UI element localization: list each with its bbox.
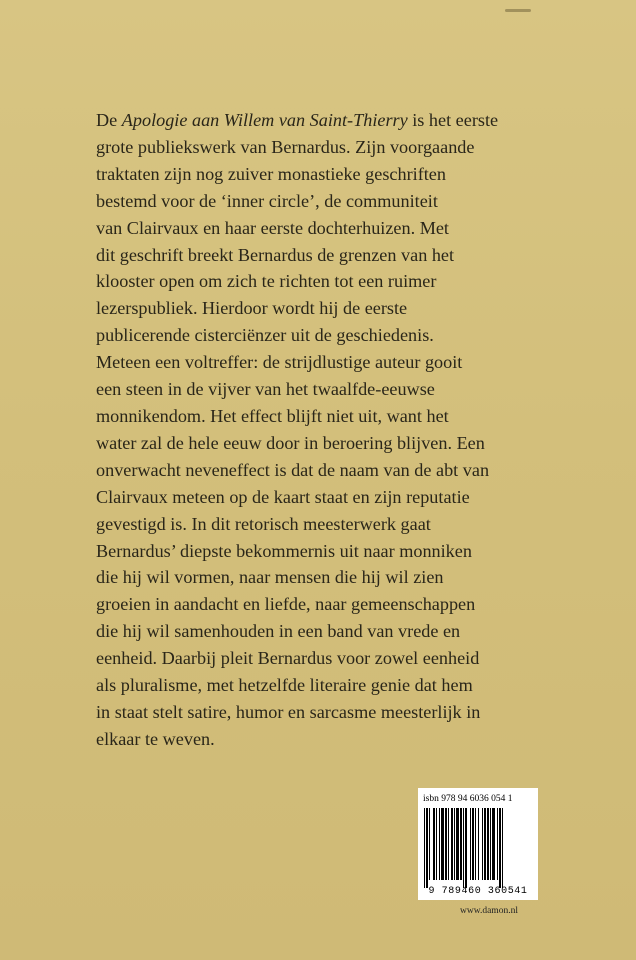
barcode-bar bbox=[456, 808, 459, 880]
publisher-website: www.damon.nl bbox=[460, 906, 518, 916]
barcode-bar bbox=[460, 808, 462, 880]
barcode-bar bbox=[436, 808, 437, 880]
barcode-bar bbox=[478, 808, 479, 880]
barcode-bar bbox=[465, 808, 467, 888]
barcode-bar bbox=[499, 808, 501, 888]
barcode-bar bbox=[475, 808, 476, 880]
barcode-bar bbox=[451, 808, 453, 880]
book-title-italic: Apologie aan Willem van Saint-Thierry bbox=[121, 110, 408, 130]
barcode-bar bbox=[433, 808, 435, 880]
printing-mark bbox=[505, 9, 531, 12]
barcode-bar bbox=[463, 808, 464, 888]
barcode-bar bbox=[448, 808, 449, 880]
barcode-bar bbox=[439, 808, 440, 880]
barcode-bar bbox=[484, 808, 486, 880]
barcode-bar bbox=[424, 808, 425, 888]
barcode-bar bbox=[490, 808, 491, 880]
blurb-body: is het eerste grote publiekswerk van Bernardus. Zijn voorgaande traktaten zijn nog zuiver monastieke geschriften bestemd voor de ‘inner circle’, de communiteit van Clairvaux en haar eerste dochterhuizen. Met dit geschrift breekt Bernardus de grenzen van het klooster open om zich te richten tot een ruimer lezerspubliek. Hierdoor wordt hij de eerste publicerende cisterciënzer uit de geschiedenis. Meteen een voltreffer: de strijdlustige auteur gooit een steen in de vijver van het twaalfde-eeuwse monnikendom. Het effect blijft niet uit, want het water zal de hele eeuw door in beroering blijven. Een onverwacht neveneffect is dat de naam van de abt van Clairvaux meteen op de kaart staat en zijn reputatie gevestigd is. In dit retorisch meesterwerk gaat Bernardus’ diepste bekommernis uit naar monniken die hij wil vormen, naar mensen die hij wil zien groeien in aandacht en liefde, naar gemeenschappen die hij wil samenhouden in een band van vrede en eenheid. Daarbij pleit Bernardus voor zowel eenheid als pluralisme, met hetzelfde literaire genie dat hem in staat stelt satire, humor en sarcasme meesterlijk in elkaar te weven. bbox=[96, 110, 499, 749]
barcode-bar bbox=[497, 808, 498, 880]
barcode-bar bbox=[441, 808, 444, 880]
barcode-bar bbox=[502, 808, 503, 888]
barcode-panel bbox=[418, 788, 538, 900]
barcode-bar bbox=[492, 808, 495, 880]
barcode-bars bbox=[422, 808, 534, 888]
barcode-bar bbox=[426, 808, 428, 888]
barcode-bar bbox=[482, 808, 483, 880]
barcode-bar bbox=[472, 808, 474, 880]
blurb-intro: De bbox=[96, 110, 122, 130]
back-cover-blurb bbox=[96, 107, 556, 753]
barcode-bar bbox=[429, 808, 430, 880]
barcode-bar bbox=[445, 808, 447, 880]
isbn-label: isbn 978 94 6036 054 1 bbox=[423, 794, 513, 804]
barcode-bar bbox=[470, 808, 471, 880]
barcode-bar bbox=[454, 808, 455, 880]
barcode-digits: 9 789460 360541 bbox=[428, 886, 528, 897]
barcode-bar bbox=[487, 808, 489, 880]
